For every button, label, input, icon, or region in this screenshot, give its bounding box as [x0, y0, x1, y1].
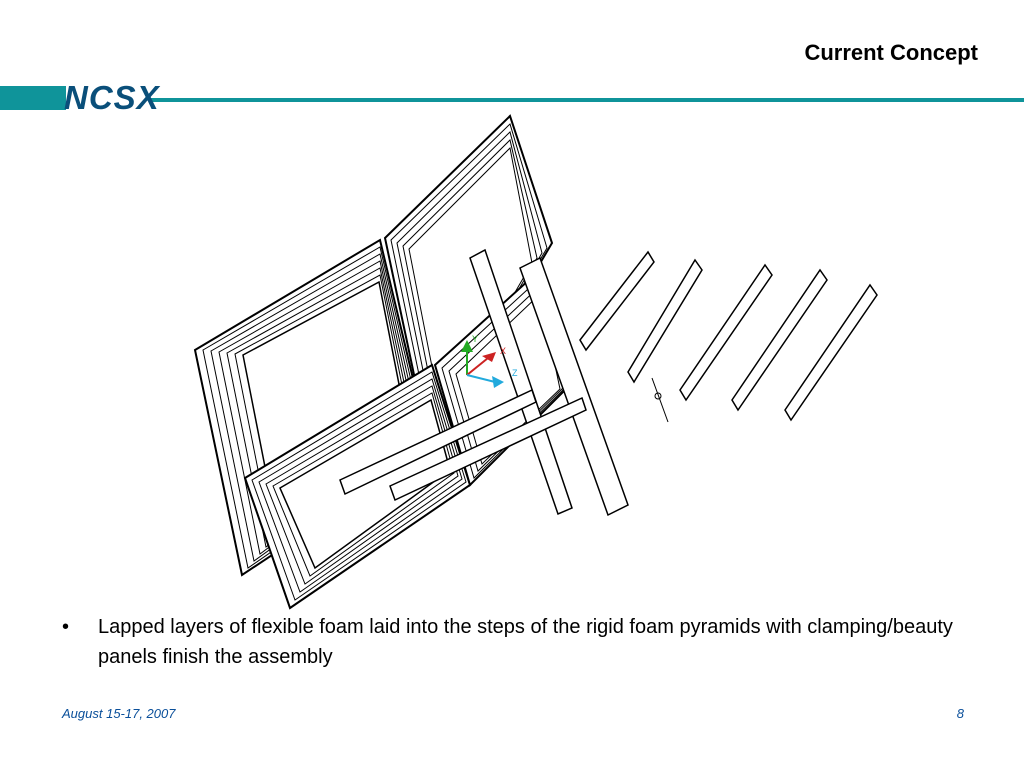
page-number: 8 [956, 706, 964, 721]
bullet-marker: • [62, 616, 70, 638]
cursor-marker [652, 378, 668, 422]
logo-accent-bar [0, 86, 66, 110]
header-rule [150, 98, 1024, 102]
foam-assembly-drawing [180, 110, 880, 610]
footer-date: August 15-17, 2007 [62, 706, 176, 721]
axis-label-z: Z [512, 368, 518, 378]
ncsx-logo: NCSX [64, 79, 160, 116]
bullet-text: Lapped layers of flexible foam laid into the steps of the rigid foam pyramids with clamping/beauty panels finish the assembly [98, 616, 953, 668]
slide-title: Current Concept [804, 40, 978, 65]
axis-label-y: Y [472, 334, 479, 344]
beauty-panels [580, 252, 877, 420]
axis-label-x: X [500, 346, 507, 356]
